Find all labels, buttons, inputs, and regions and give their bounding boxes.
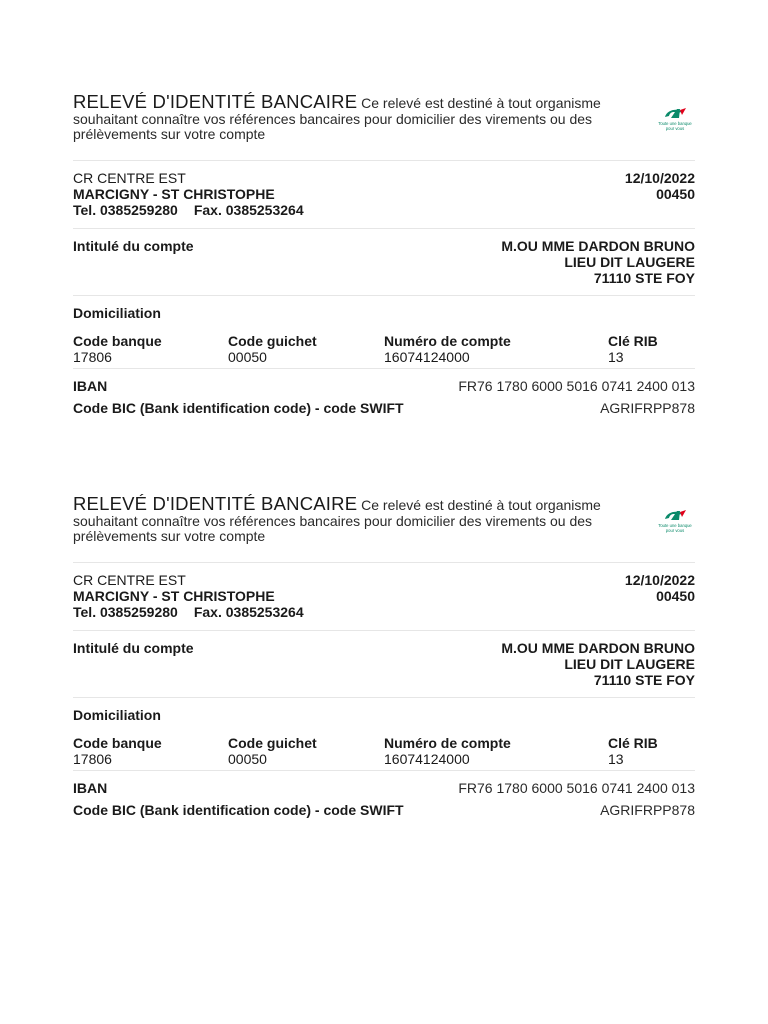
rib-key-column [608,735,658,767]
rib-header [73,91,695,161]
agency-name: CR CENTRE EST [73,572,186,588]
iban-section [73,369,695,419]
account-number-column [384,333,511,365]
rib-key-column [608,333,658,365]
domiciliation-section [73,296,695,369]
rib-copy-2 [73,493,695,821]
account-number-column [384,735,511,767]
rib-description: Ce relevé est destiné à tout organisme souhaitant connaître vos références bancaires pour domicilier des virements ou des prélèvements sur votre compte [73,95,601,142]
rib-description: Ce relevé est destiné à tout organisme souhaitant connaître vos références bancaires pour domicilier des virements ou des prélèvements sur votre compte [73,497,601,544]
agency-name: CR CENTRE EST [73,170,186,186]
iban-row [73,780,695,796]
column-value: 17806 [73,751,112,767]
column-header: Numéro de compte [384,735,511,751]
holder-address-2: 71110 STE FOY [593,672,695,688]
holder-address-1: LIEU DIT LAUGERE [564,254,695,270]
column-value: 16074124000 [384,751,470,767]
column-value: 17806 [73,349,112,365]
domiciliation-label: Domiciliation [73,707,161,723]
column-value: 16074124000 [384,349,470,365]
column-header: Code guichet [228,333,317,349]
agency-branch: MARCIGNY - ST CHRISTOPHE [73,588,275,604]
agency-fax: Fax. 0385253264 [193,202,304,218]
agency-section [73,563,695,631]
page-title: RELEVÉ D'IDENTITÉ BANCAIRE [73,91,358,112]
logo-tagline-1: Toute une banque [658,523,692,528]
logo-tagline-2: pour vous [665,126,685,131]
iban-row [73,378,695,394]
bic-label: Code BIC (Bank identification code) - code SWIFT [73,802,404,818]
bic-label: Code BIC (Bank identification code) - code SWIFT [73,400,404,416]
bic-row [73,802,695,818]
rib-copy-1 [73,91,695,419]
column-header: Code banque [73,333,162,349]
domiciliation-label: Domiciliation [73,305,161,321]
rib-header [73,493,695,563]
credit-agricole-logo [655,508,695,536]
iban-value: FR76 1780 6000 5016 0741 2400 013 [458,378,695,394]
iban-label: IBAN [73,378,108,394]
logo-tagline-1: Toute une banque [658,121,692,126]
agency-tel: Tel. 0385259280 [73,604,178,620]
iban-label: IBAN [73,780,108,796]
column-header: Code guichet [228,735,317,751]
logo-tagline-2: pour vous [665,528,685,533]
column-header: Clé RIB [608,333,658,349]
column-value: 00050 [228,751,267,767]
credit-agricole-logo [655,106,695,134]
agency-section [73,161,695,229]
holder-name: M.OU MME DARDON BRUNO [501,640,695,656]
agency-fax: Fax. 0385253264 [193,604,304,620]
domiciliation-section [73,698,695,771]
holder-name: M.OU MME DARDON BRUNO [501,238,695,254]
bic-row [73,400,695,416]
column-value: 13 [608,751,624,767]
bank-code-column [73,333,162,365]
bank-code-column [73,735,162,767]
column-header: Numéro de compte [384,333,511,349]
iban-value: FR76 1780 6000 5016 0741 2400 013 [458,780,695,796]
branch-code-column [228,735,317,767]
page-title: RELEVÉ D'IDENTITÉ BANCAIRE [73,493,358,514]
column-header: Clé RIB [608,735,658,751]
bic-value: AGRIFRPP878 [600,802,695,818]
column-value: 13 [608,349,624,365]
agency-branch: MARCIGNY - ST CHRISTOPHE [73,186,275,202]
column-header: Code banque [73,735,162,751]
holder-address-2: 71110 STE FOY [593,270,695,286]
agency-code: 00450 [656,186,695,202]
column-value: 00050 [228,349,267,365]
branch-code-column [228,333,317,365]
statement-date: 12/10/2022 [624,572,695,588]
holder-section [73,631,695,698]
holder-label: Intitulé du compte [73,238,194,254]
holder-section [73,229,695,296]
statement-date: 12/10/2022 [624,170,695,186]
holder-address-1: LIEU DIT LAUGERE [564,656,695,672]
agency-code: 00450 [656,588,695,604]
bic-value: AGRIFRPP878 [600,400,695,416]
holder-label: Intitulé du compte [73,640,194,656]
iban-section [73,771,695,821]
agency-tel: Tel. 0385259280 [73,202,178,218]
